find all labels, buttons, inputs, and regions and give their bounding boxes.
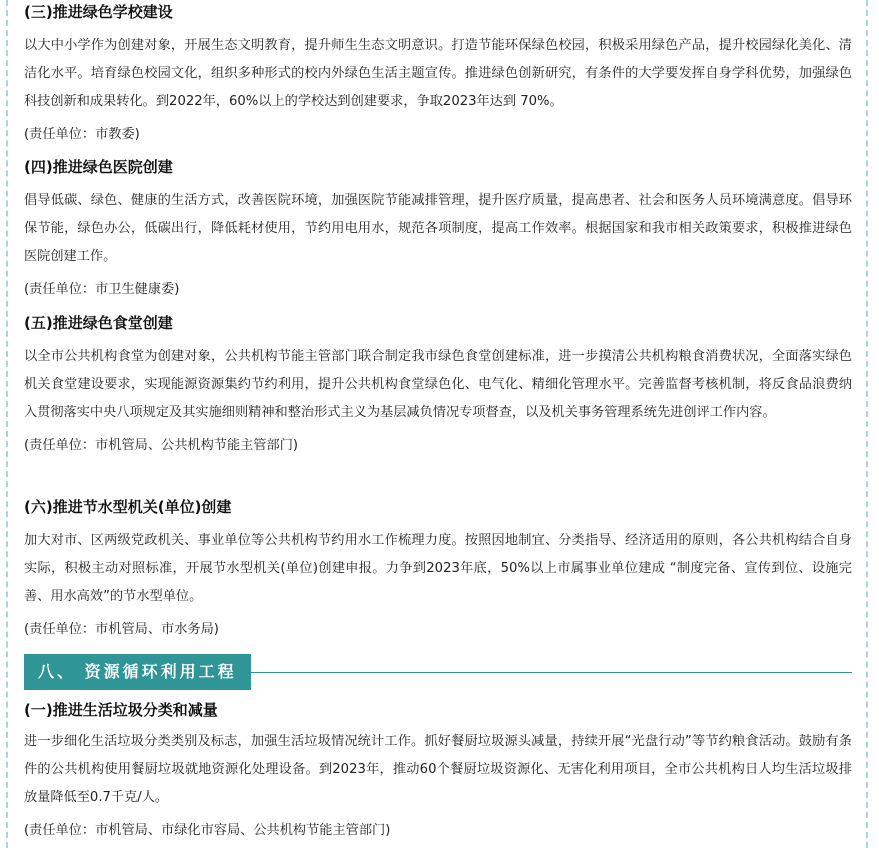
chapter-divider-line xyxy=(251,672,852,673)
section-green-canteen xyxy=(24,312,852,457)
responsible-units: (责任单位：市机管局、市绿化市容局、公共机构节能主管部门) xyxy=(24,823,391,838)
responsible-units: (责任单位：市机管局、市水务局) xyxy=(24,622,219,637)
section-green-school xyxy=(24,1,852,146)
responsible-units: (责任单位：市机管局、公共机构节能主管部门) xyxy=(24,438,299,453)
section-heading: (五)推进绿色食堂创建 xyxy=(24,314,173,332)
section-heading: (六)推进节水型机关(单位)创建 xyxy=(24,498,232,516)
page-frame-left xyxy=(6,0,8,848)
section-paragraph: 倡导低碳、绿色、健康的生活方式，改善医院环境，加强医院节能减排管理，提升医疗质量，提高患者、社会和医务人员环境满意度。倡导环保节能，绿色办公，低碳出行，降低耗材使用，节约用电用水，规范各项制度，提高工作效率。根据国家和我市相关政策要求，积极推进绿色医院创建工作。 xyxy=(24,193,852,264)
chapter-title: 八、 资源循环利用工程 xyxy=(24,654,251,690)
section-green-hospital xyxy=(24,156,852,301)
section-paragraph: 加大对市、区两级党政机关、事业单位等公共机构节约用水工作梳理力度。按照因地制宜、分类指导、经济适用的原则，各公共机构结合自身实际，积极主动对照标准，开展节水型机关(单位)创建申报。力争到2023年底，50%以上市属事业单位建成 “制度完备、宣传到位、设施完善、用水高效”的节水型单位。 xyxy=(24,533,852,604)
section-waste-sorting xyxy=(24,699,852,842)
section-heading: (三)推进绿色学校建设 xyxy=(24,3,173,21)
section-paragraph: 进一步细化生活垃圾分类类别及标志，加强生活垃圾情况统计工作。抓好餐厨垃圾源头减量，持续开展“光盘行动”等节约粮食活动。鼓励有条件的公共机构使用餐厨垃圾就地资源化处理设备。到2023年，推动60个餐厨垃圾资源化、无害化利用项目，全市公共机构日人均生活垃圾排放量降低至0.7千克/人。 xyxy=(24,734,852,805)
chapter-header xyxy=(24,654,852,690)
section-paragraph: 以大中小学作为创建对象，开展生态文明教育，提升师生生态文明意识。打造节能环保绿色校园，积极采用绿色产品，提升校园绿化美化、清洁化水平。培育绿色校园文化，组织多种形式的校内外绿色生活主题宣传。推进绿色创新研究，有条件的大学要发挥自身学科优势，加强绿色科技创新和成果转化。到2022年，60%以上的学校达到创建要求，争取2023年达到 70%。 xyxy=(24,38,852,109)
section-heading: (四)推进绿色医院创建 xyxy=(24,158,173,176)
section-paragraph: 以全市公共机构食堂为创建对象，公共机构节能主管部门联合制定我市绿色食堂创建标准，进一步摸清公共机构粮食消费状况，全面落实绿色机关食堂建设要求，实现能源资源集约节约利用，提升公共机构食堂绿色化、电气化、精细化管理水平。完善监督考核机制，将反食品浪费纳入贯彻落实中央八项规定及其实施细则精神和整治形式主义为基层减负情况专项督查，以及机关事务管理系统先进创评工作内容。 xyxy=(24,349,852,420)
section-water-saving xyxy=(24,496,852,641)
responsible-units: (责任单位：市卫生健康委) xyxy=(24,282,180,297)
section-heading: (一)推进生活垃圾分类和减量 xyxy=(24,701,218,719)
page-frame-right xyxy=(866,0,868,848)
responsible-units: (责任单位：市教委) xyxy=(24,127,140,142)
